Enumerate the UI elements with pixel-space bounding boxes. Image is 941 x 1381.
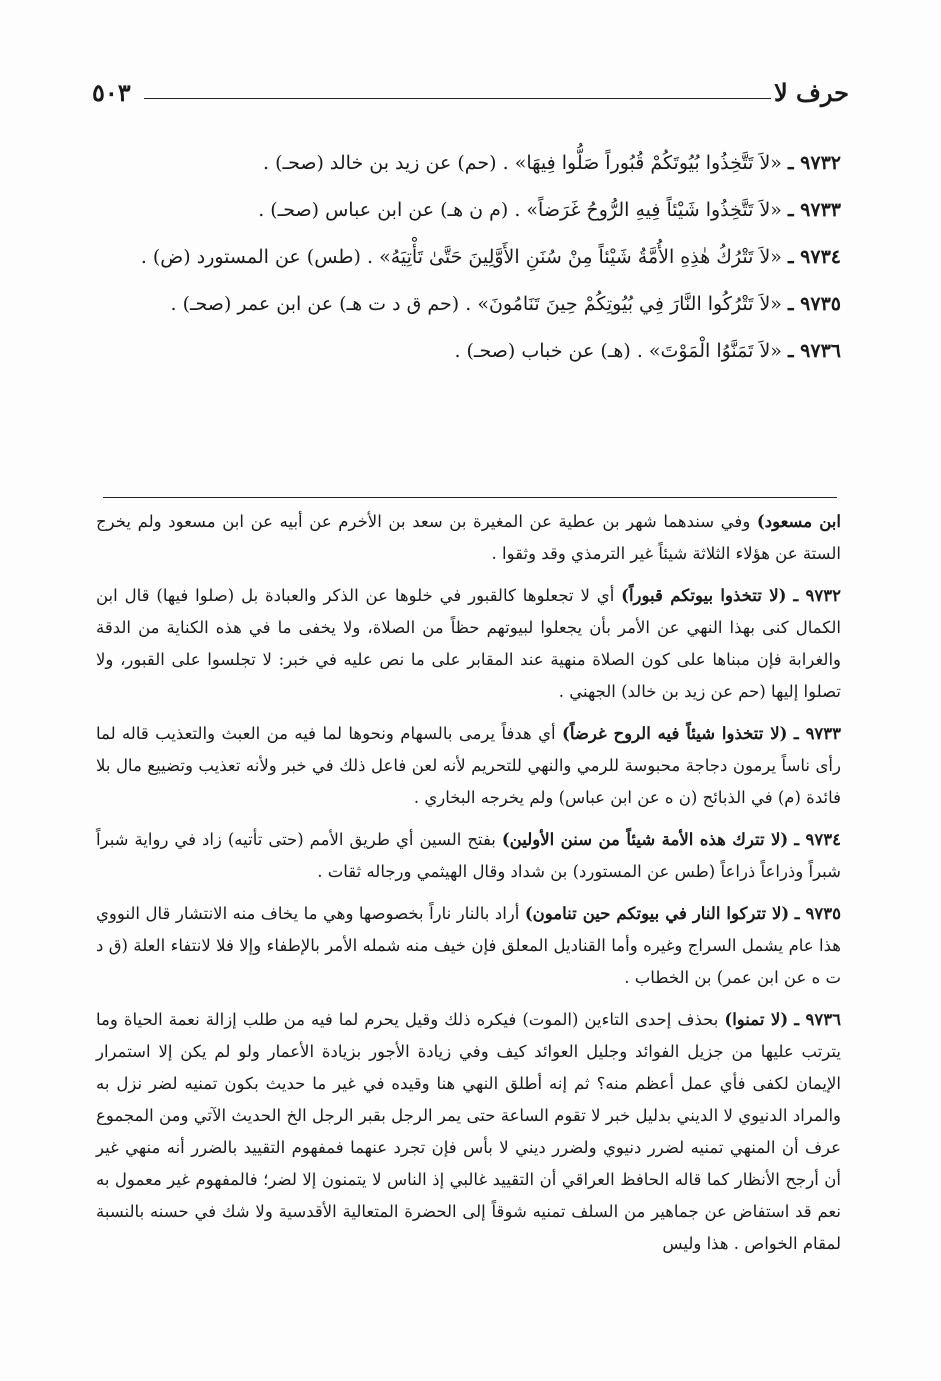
commentary-text: وفي سندهما شهر بن عطية عن المغيرة بن سعد بن الأخرم عن أبيه عن ابن مسعود ولم يخرج الستة عن هؤلاء الثلاثة شيئاً غير الترمذي وقد وثقوا . <box>96 512 841 563</box>
commentary-section <box>96 506 841 1270</box>
hadith-number: ٩٧٣٣ ـ <box>787 199 841 221</box>
hadith-number: ٩٧٣٥ ـ <box>787 293 841 315</box>
hadith-entry <box>98 281 841 328</box>
page-header <box>92 78 849 112</box>
commentary-paragraph <box>96 580 841 708</box>
commentary-paragraph <box>96 718 841 814</box>
commentary-number: ٩٧٣٦ ـ <box>794 1010 841 1029</box>
page-number: ٥٠٣ <box>92 78 131 107</box>
commentary-lead: (لا تتخذوا بيوتكم قبوراً) <box>621 586 787 605</box>
commentary-lead: ابن مسعود) <box>756 512 841 531</box>
hadith-entry <box>98 234 841 281</box>
commentary-lead: (لا تترك هذه الأمة شيئاً من سنن الأولين) <box>501 830 789 849</box>
commentary-lead: (لا تتخذوا شيئاً فيه الروح غرضاً) <box>562 724 788 743</box>
hadith-text: «لاَ تَتْرُكُ هٰذِهِ الأُمَّةُ شَيْئاً مِنْ سُنَنِ الأَوَّلِينَ حَتَّىٰ تَأْتِيَهُ» . (طس) عن المستورد (ض) . <box>140 246 782 268</box>
hadith-text: «لاَ تَتْرُكُوا النَّارَ فِي بُيُوتِكُمْ حِينَ تَنَامُونَ» . (حم ق د ت هـ) عن ابن عمر (صحـ) . <box>170 293 782 315</box>
commentary-paragraph <box>96 506 841 570</box>
commentary-text: بحذف إحدى التاءين (الموت) فيكره ذلك وقيل يحرم لما فيه من طلب إزالة نعمة الحياة وما يترتب عليها من جزيل الفوائد وجليل العوائد كيف وفي زيادة الأجور بزيادة الأعمار ولو لم يكن إلا استمرار الإيمان لكفى فأي عمل أعظم منه؟ ثم إنه أطلق النهي هنا وقيده في غير ما حديث بكون تمنيه لضر نزل به والمراد الدنيوي لا الديني بدليل خبر لا تقوم الساعة حتى يمر الرجل بقبر الرجل الخ الحديث الآتي ومن المجموع عرف أن المنهي تمنيه لضرر دنيوي ولضرر ديني لا بأس فإن تجرد عنهما فمفهوم التقييد بالضرر أنه منهي غير أن أرجح الأنظار كما قاله الحافظ العراقي أن التقييد غالبي إذ الناس لا يتمنون إلا لضر؛ فالمفهوم غير معمول به نعم قد استفاض عن جماهير من السلف تمنيه شوقاً إلى الحضرة المتعالية الأقدسية ولا شك في حسنه بالنسبة لمقام الخواص . هذا وليس <box>96 1010 842 1253</box>
hadith-entry <box>98 187 841 234</box>
hadith-number: ٩٧٣٤ ـ <box>787 246 841 268</box>
commentary-number: ٩٧٣٢ ـ <box>793 586 841 605</box>
hadith-number: ٩٧٣٢ ـ <box>787 152 841 174</box>
chapter-title: حرف لا <box>774 78 849 107</box>
commentary-lead: (لا تتركوا النار في بيوتكم حين تنامون) <box>524 904 790 923</box>
hadith-text: «لاَ تَتَّخِذُوا بُيُوتَكُمْ قُبُوراً صَلُّوا فِيهَا» . (حم) عن زيد بن خالد (صحـ) . <box>263 152 782 174</box>
hadith-entry <box>98 140 841 187</box>
commentary-text: أي لا تجعلوها كالقبور في خلوها عن الذكر والعبادة بل (صلوا فيها) قال ابن الكمال كنى بهذا النهي عن الأمر بأن يجعلوا لبيوتهم حظاً من الصلاة، ولا يخفى ما في هذه الكناية من الدقة والغرابة فإن مبناها على كون الصلاة منهية عند المقابر على ما نص عليه في خبر: لا تجلسوا على القبور، ولا تصلوا إليها (حم عن زيد بن خالد) الجهني . <box>96 586 841 701</box>
commentary-number: ٩٧٣٤ ـ <box>794 830 841 849</box>
hadith-list <box>98 140 841 375</box>
commentary-text: أراد بالنار ناراً بخصوصها وهي ما يخاف منه الانتشار قال النووي هذا عام يشمل السراج وغيره وأما القناديل المعلق فإن خيف منه شمله الأمر بالإطفاء وإلا فلا لانتفاء العلة (ق د ت ه عن ابن عمر) بن الخطاب . <box>96 904 841 987</box>
commentary-text: أي هدفاً يرمى بالسهام ونحوها لما فيه من العبث والتعذيب قاله لما رأى ناساً يرمون دجاجة محبوسة للرمي والنهي للتحريم لأنه لعن فاعل ذلك في خبر ولأنه تعذيب وتضييع مال بلا فائدة (م) في الذبائح (ن ه عن ابن عباس) ولم يخرجه البخاري . <box>96 724 841 807</box>
hadith-entry <box>98 328 841 375</box>
commentary-paragraph <box>96 898 841 994</box>
footnote-separator <box>103 497 837 498</box>
commentary-text: بفتح السين أي طريق الأمم (حتى تأتيه) زاد في رواية شبراً شبراً وذراعاً ذراعاً (طس عن المستورد) بن شداد وقال الهيثمي ورجاله ثقات . <box>96 830 841 881</box>
commentary-number: ٩٧٣٣ ـ <box>793 724 842 743</box>
hadith-text: «لاَ تَمَنَّوُا الْمَوْتَ» . (هـ) عن خباب (صحـ) . <box>454 340 782 362</box>
commentary-number: ٩٧٣٥ ـ <box>794 904 841 923</box>
commentary-paragraph <box>96 1004 841 1260</box>
header-rule <box>144 98 771 99</box>
commentary-lead: (لا تمنوا) <box>724 1010 789 1029</box>
hadith-number: ٩٧٣٦ ـ <box>787 340 841 362</box>
hadith-text: «لاَ تَتَّخِذُوا شَيْئاً فِيهِ الرُّوحُ غَرَضاً» . (م ن هـ) عن ابن عباس (صحـ) . <box>258 199 782 221</box>
commentary-paragraph <box>96 824 841 888</box>
